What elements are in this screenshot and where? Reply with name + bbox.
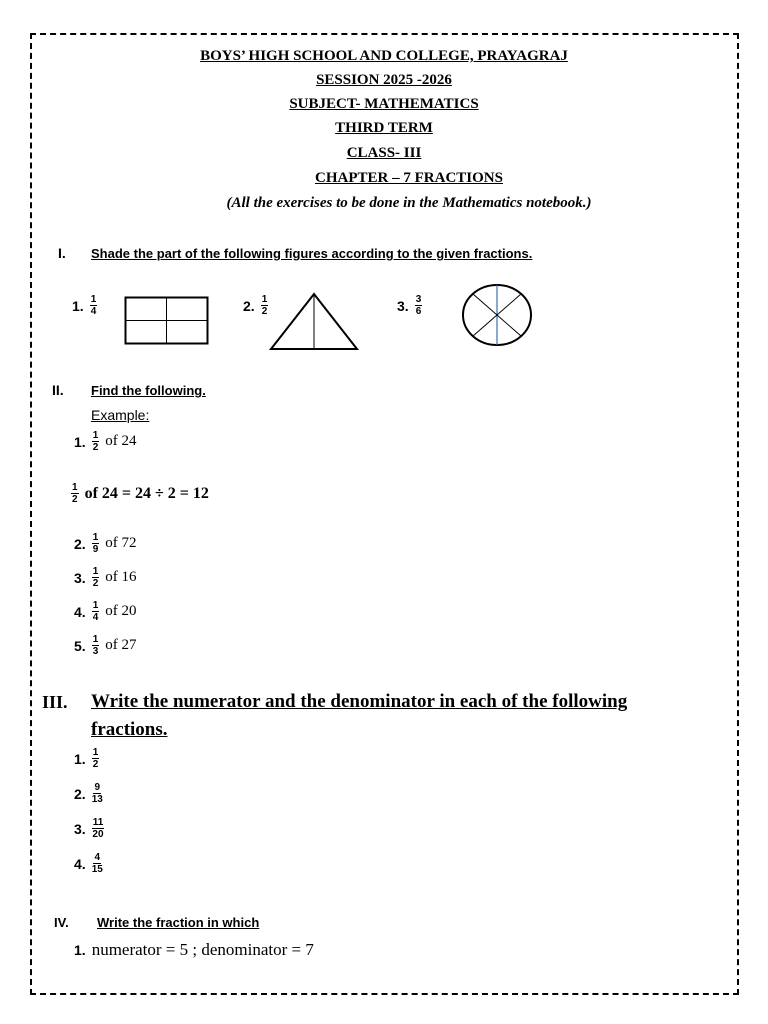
item-number: 3. [74, 820, 86, 837]
fraction-item [74, 782, 103, 805]
circle-sixths-figure[interactable] [459, 283, 535, 347]
find-item [74, 634, 137, 657]
fraction: $\frac{9}{13}$ [91, 782, 103, 805]
item-number: 1. [74, 433, 86, 450]
section-3-title-line1: Write the numerator and the denominator in each of the following [91, 691, 628, 712]
fraction: $\frac{1}{2}$ [261, 294, 268, 317]
section-4-number: IV. [54, 915, 69, 930]
section-4-title: Write the fraction in which [97, 915, 260, 930]
item-number: 3. [397, 297, 409, 314]
item-number: 1. [72, 297, 84, 314]
find-item [74, 566, 137, 589]
fraction: $\frac{11}{20}$ [92, 817, 104, 840]
fraction: $\frac{1}{2}$ [92, 566, 99, 589]
session: SESSION 2025 -2026 [316, 72, 452, 88]
fraction: $\frac{1}{3}$ [92, 634, 99, 657]
fraction: $\frac{1}{4}$ [92, 600, 99, 623]
fraction-item [74, 817, 104, 840]
example-label: Example: [91, 407, 150, 423]
fraction: $\frac{1}{2}$ [72, 482, 78, 505]
item-text: of 16 [105, 569, 137, 585]
item-text: of 24 [105, 433, 137, 449]
example-solution [71, 482, 209, 505]
section-2-title: Find the following. [91, 383, 206, 398]
triangle-halves-figure[interactable] [268, 292, 360, 352]
item-number: 5. [74, 637, 86, 654]
school-name: BOYS’ HIGH SCHOOL AND COLLEGE, PRAYAGRAJ [200, 48, 568, 64]
fraction: $\frac{1}{2}$ [92, 747, 99, 770]
shade-item-1 [72, 294, 97, 317]
item-number: 2. [74, 535, 86, 552]
item-number: 4. [74, 855, 86, 872]
find-item [74, 600, 137, 623]
item-number: 3. [74, 569, 86, 586]
item-number: 2. [74, 785, 86, 802]
section-1-title: Shade the part of the following figures according to the given fractions. [91, 246, 533, 261]
fraction: $\frac{1}{9}$ [92, 532, 99, 555]
rectangle-quarters-figure[interactable] [124, 296, 210, 346]
chapter-title: CHAPTER – 7 FRACTIONS [315, 170, 503, 186]
item-text: of 27 [105, 637, 137, 653]
section-3-number: III. [42, 692, 68, 712]
fraction-item [74, 747, 99, 770]
item-number: 1. [74, 942, 86, 958]
solution-text: of 24 = 24 ÷ 2 = 12 [84, 484, 209, 502]
fraction: $\frac{3}{6}$ [415, 294, 422, 317]
instruction-note: (All the exercises to be done in the Mathematics notebook.) [226, 195, 592, 211]
fraction-condition-item [74, 940, 314, 960]
subject: SUBJECT- MATHEMATICS [289, 96, 479, 112]
shade-item-2 [243, 294, 268, 317]
section-1-number: I. [58, 245, 66, 261]
example-item [74, 430, 137, 453]
item-text: of 20 [105, 603, 137, 619]
fraction-item [74, 852, 103, 875]
class: CLASS- III [346, 145, 422, 161]
item-text: numerator = 5 ; denominator = 7 [91, 940, 314, 959]
item-number: 4. [74, 603, 86, 620]
fraction: $\frac{4}{15}$ [91, 852, 103, 875]
item-number: 2. [243, 297, 255, 314]
item-text: of 72 [105, 535, 137, 551]
section-2-number: II. [52, 382, 64, 398]
section-3-title-line2: fractions. [91, 719, 168, 740]
shade-item-3 [397, 294, 422, 317]
fraction: $\frac{1}{2}$ [92, 430, 99, 453]
find-item [74, 532, 137, 555]
fraction: $\frac{1}{4}$ [90, 294, 97, 317]
term: THIRD TERM [335, 120, 433, 136]
item-number: 1. [74, 750, 86, 767]
